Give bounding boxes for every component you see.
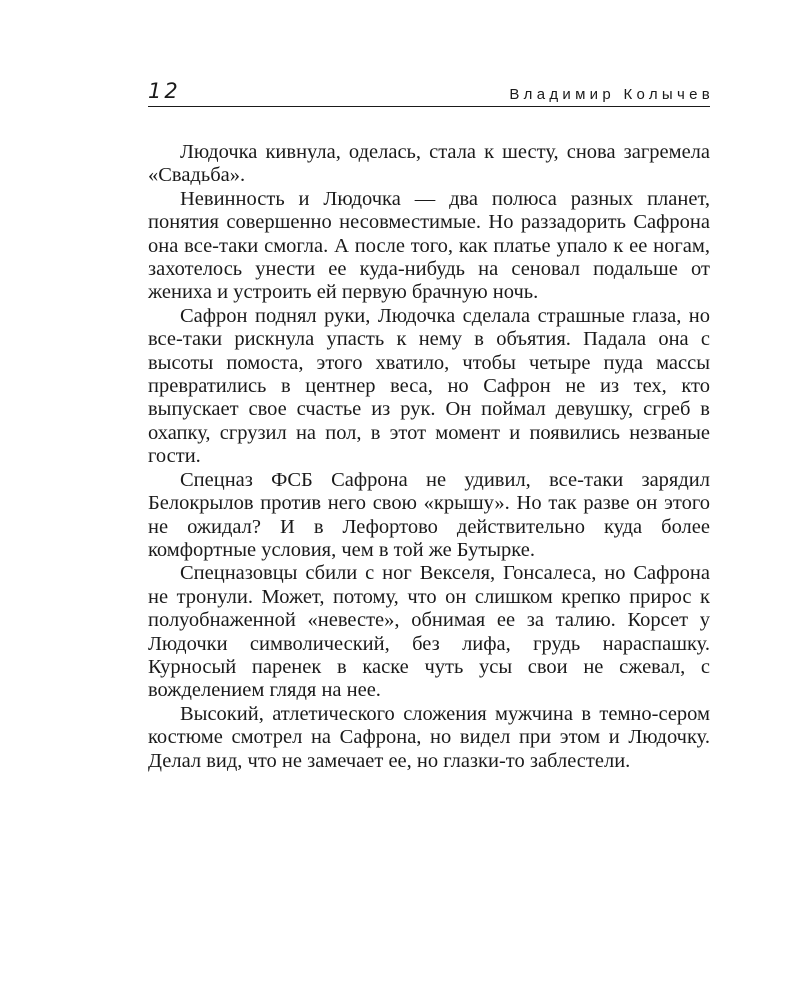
body-text: [148, 141, 710, 773]
author-name: Владимир Колычев: [509, 86, 714, 103]
paragraph: Людочка кивнула, оделась, стала к шесту, снова загремела «Свадьба».: [148, 141, 710, 187]
paragraph: Невинность и Людочка — два полюса разных планет, понятия совершенно несовместимые. Но раззадорить Сафрона она все-таки смогла. А после того, как платье упало к ее ногам, захотелось унести ее куда-нибудь на сеновал подальше от жениха и устроить ей первую брачную ночь.: [148, 187, 710, 304]
paragraph: Высокий, атлетического сложения мужчина в темно-сером костюме смотрел на Сафрона, но видел при этом и Людочку. Делал вид, что не замечает ее, но глазки-то заблестели.: [148, 702, 710, 772]
page-number: 12: [148, 79, 181, 103]
paragraph: Спецназовцы сбили с ног Векселя, Гонсалеса, но Сафрона не тронули. Может, потому, что он слишком крепко прирос к полуобнаженной «невесте», обнимая ее за талию. Корсет у Людочки символический, без лифа, грудь нараспашку. Курносый паренек в каске чуть усы свои не сжевал, с вожделением глядя на нее.: [148, 562, 710, 702]
book-page: [148, 78, 714, 773]
running-header: [148, 78, 714, 107]
paragraph: Спецназ ФСБ Сафрона не удивил, все-таки зарядил Белокрылов против него свою «крышу». Но так разве он этого не ожидал? И в Лефортово действительно куда более комфортные условия, чем в той же Бутырке.: [148, 468, 710, 561]
paragraph: Сафрон поднял руки, Людочка сделала страшные глаза, но все-таки рискнула упасть к нему в объятия. Падала она с высоты помоста, этого хватило, чтобы четыре пуда массы превратились в центнер веса, но Сафрон не из тех, кто выпускает свое счастье из рук. Он поймал девушку, сгреб в охапку, сгрузил на пол, в этот момент и появились незваные гости.: [148, 304, 710, 468]
